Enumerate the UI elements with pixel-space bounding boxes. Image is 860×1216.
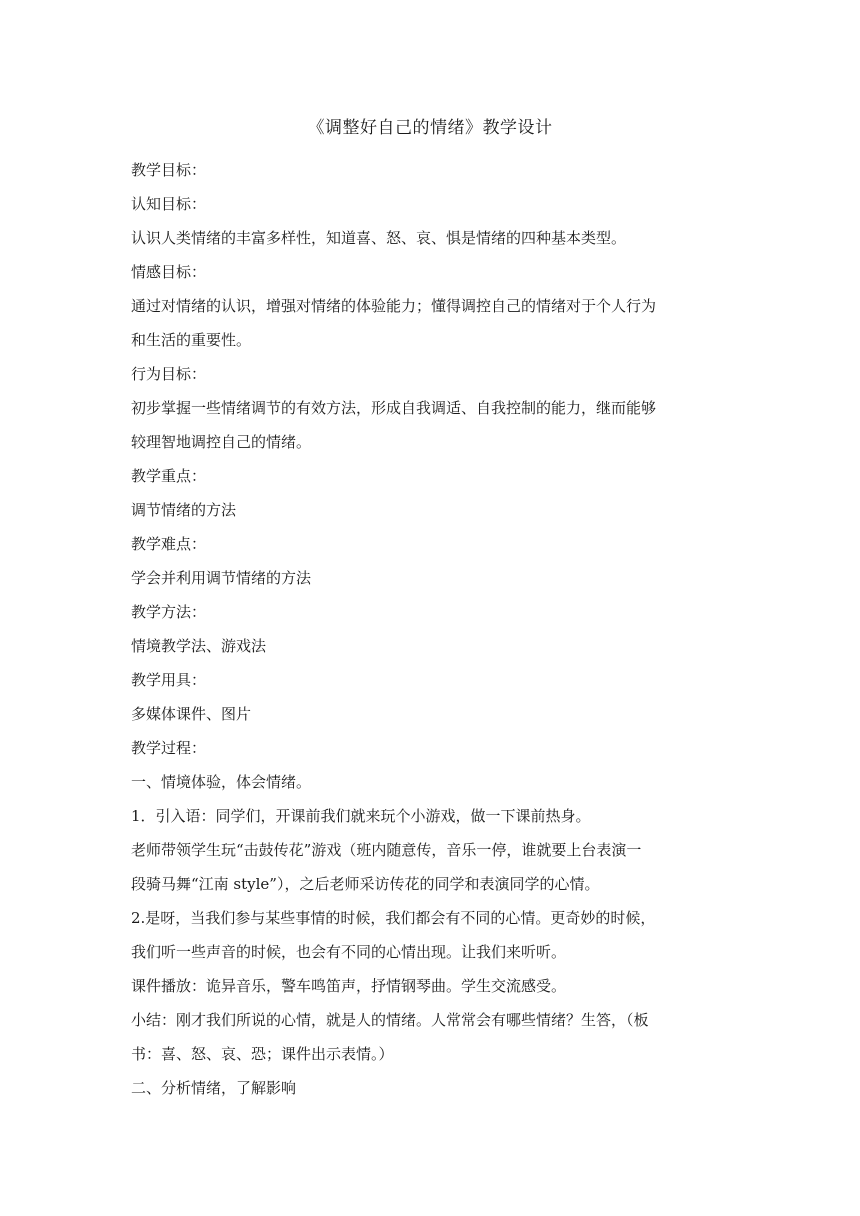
text-line: 2.是呀，当我们参与某些事情的时候，我们都会有不同的心情。更奇妙的时候， bbox=[131, 909, 656, 927]
heading-cognitive-goal: 认知目标： bbox=[131, 195, 207, 213]
heading-tools: 教学用具： bbox=[131, 671, 207, 689]
text-line: 和生活的重要性。 bbox=[131, 331, 252, 349]
text-line: 段骑马舞“江南 style”），之后老师采访传花的同学和表演同学的心情。 bbox=[131, 875, 600, 893]
section-heading: 一、情境体验，体会情绪。 bbox=[131, 773, 312, 791]
document-body bbox=[131, 153, 733, 1105]
text-line: 情境教学法、游戏法 bbox=[131, 637, 267, 655]
text-line: 老师带领学生玩“击鼓传花”游戏（班内随意传，音乐一停，谁就要上台表演一 bbox=[131, 841, 642, 859]
heading-key-points: 教学重点： bbox=[131, 467, 207, 485]
text-line: 我们听一些声音的时候，也会有不同的心情出现。让我们来听听。 bbox=[131, 943, 567, 961]
text-line: 学会并利用调节情绪的方法 bbox=[131, 569, 312, 587]
text-line: 书：喜、怒、哀、恐；课件出示表情。） bbox=[131, 1045, 394, 1063]
text-line: 调节情绪的方法 bbox=[131, 501, 237, 519]
text-line: 较理智地调控自己的情绪。 bbox=[131, 433, 312, 451]
heading-emotional-goal: 情感目标： bbox=[131, 263, 207, 281]
heading-process: 教学过程： bbox=[131, 739, 207, 757]
text-line: 认识人类情绪的丰富多样性，知道喜、怒、哀、惧是情绪的四种基本类型。 bbox=[131, 229, 627, 247]
heading-methods: 教学方法： bbox=[131, 603, 207, 621]
heading-difficulties: 教学难点： bbox=[131, 535, 207, 553]
text-line: 多媒体课件、图片 bbox=[131, 705, 252, 723]
section-heading: 二、分析情绪，了解影响 bbox=[131, 1079, 297, 1097]
text-line: 小结：刚才我们所说的心情，就是人的情绪。人常常会有哪些情绪？生答，（板 bbox=[131, 1011, 649, 1029]
text-line: 课件播放：诡异音乐，警车鸣笛声，抒情钢琴曲。学生交流感受。 bbox=[131, 977, 567, 995]
text-line: 1．引入语：同学们，开课前我们就来玩个小游戏，做一下课前热身。 bbox=[131, 807, 591, 825]
document-title: 《调整好自己的情绪》教学设计 bbox=[307, 118, 553, 138]
heading-teaching-goals: 教学目标： bbox=[131, 161, 207, 179]
text-line: 通过对情绪的认识，增强对情绪的体验能力；懂得调控自己的情绪对于个人行为 bbox=[131, 297, 657, 315]
heading-behavior-goal: 行为目标： bbox=[131, 365, 207, 383]
text-line: 初步掌握一些情绪调节的有效方法，形成自我调适、自我控制的能力，继而能够 bbox=[131, 399, 657, 417]
